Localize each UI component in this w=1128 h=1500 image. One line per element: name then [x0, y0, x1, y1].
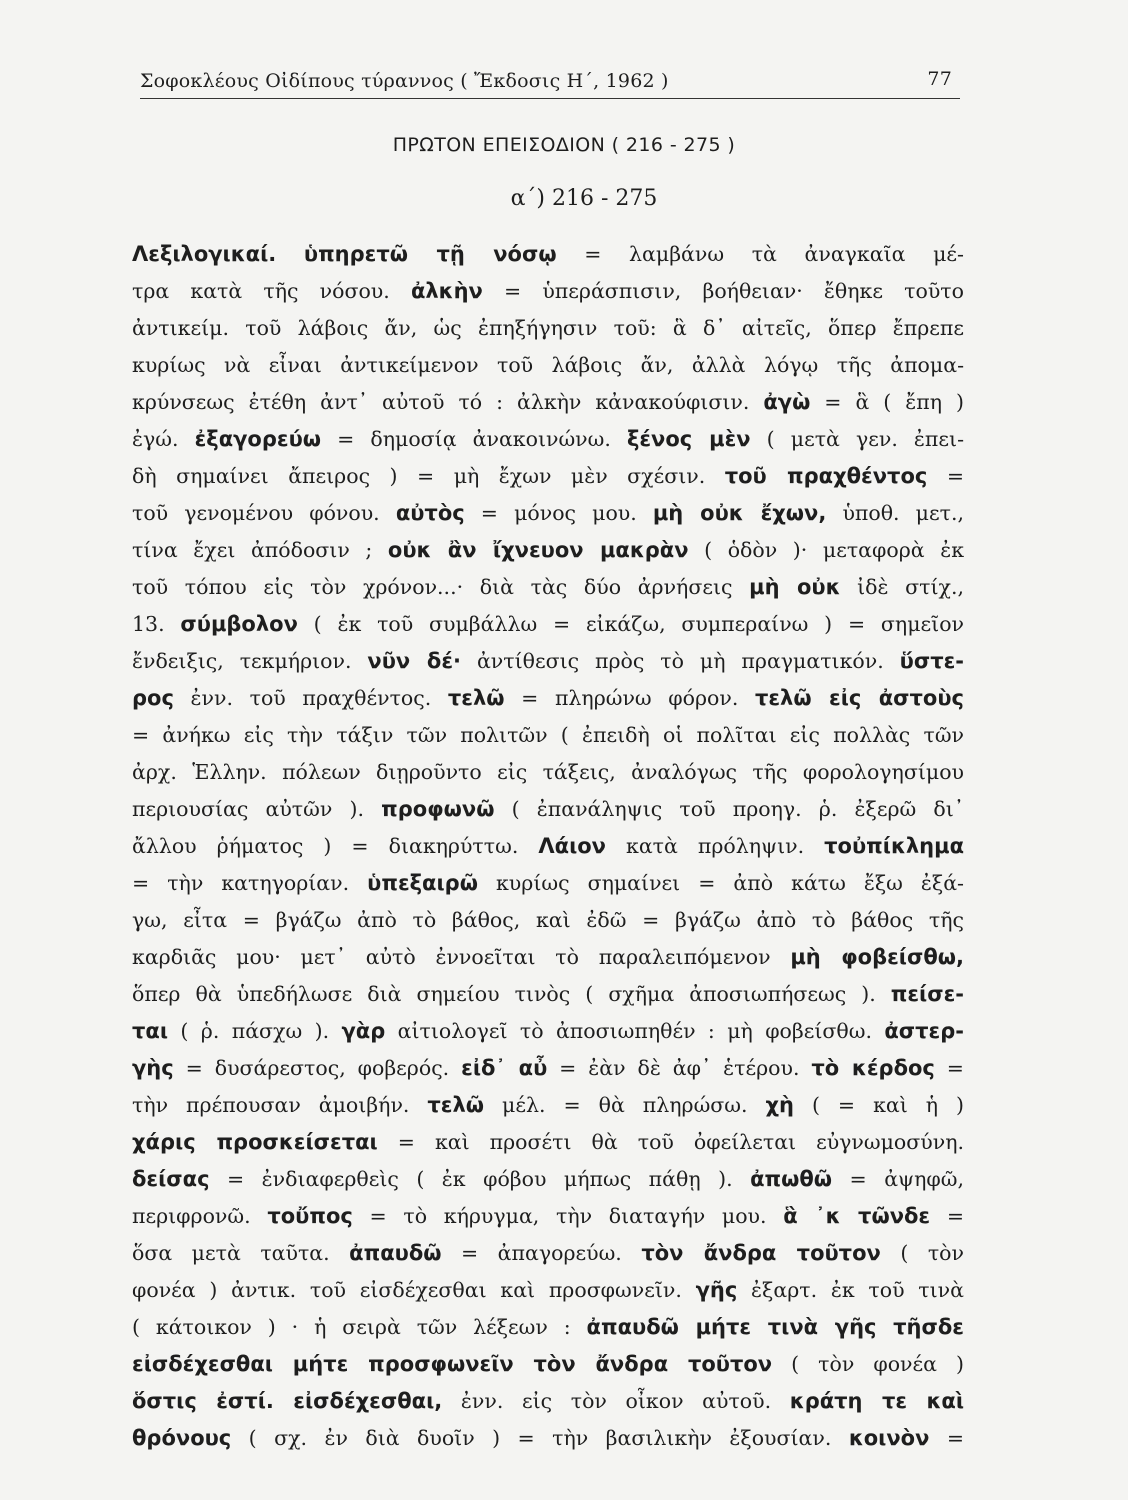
header-rule [140, 98, 960, 99]
lemma-term: τοὐπίκλημα [824, 834, 964, 858]
gloss-text: καρδιᾶς μου· μετ᾽ αὐτὸ ἐννοεῖται τὸ παραλειπόμενον [132, 945, 791, 969]
lemma-term: τοὔπος [267, 1204, 353, 1228]
gloss-text: = [929, 1426, 964, 1450]
text-line [132, 1420, 964, 1457]
lemma-term: ἃ ᾽κ τῶνδε [783, 1204, 931, 1228]
text-line [132, 458, 964, 495]
gloss-text: ( τὸν φονέα ) [772, 1352, 964, 1376]
gloss-text: = λαμβάνω τὰ ἀναγκαῖα μέ- [556, 242, 964, 266]
gloss-text: κρύνσεως ἐτέθη ἀντ᾽ αὐτοῦ τό : ἀλκὴν κἀνακούφισιν. [132, 390, 764, 414]
gloss-text: = μόνος μου. [464, 501, 653, 525]
text-line [132, 1235, 964, 1272]
text-line [132, 236, 964, 273]
gloss-text: ἰδὲ στίχ., [840, 575, 964, 599]
lemma-term: ἀπαυδῶ μήτε τινὰ γῆς τῆσδε [586, 1315, 964, 1339]
lemma-term: θρόνους [132, 1426, 232, 1450]
gloss-text: ( ῥ. πάσχω ). [168, 1019, 342, 1043]
gloss-text: = [934, 1056, 964, 1080]
text-line [132, 865, 964, 902]
text-line [132, 384, 964, 421]
gloss-text: ( σχ. ἐν διὰ δυοῖν ) = τὴν βασιλικὴν ἐξουσίαν. [231, 1426, 849, 1450]
text-line [132, 791, 964, 828]
gloss-text: = ἐὰν δὲ ἀφ᾽ ἑτέρου. [547, 1056, 812, 1080]
text-line [132, 347, 964, 384]
gloss-text [276, 242, 304, 266]
gloss-text: τοῦ τόπου εἰς τὸν χρόνον...· διὰ τὰς δύο ἀρνήσεις [132, 575, 750, 599]
lemma-term: ὑπηρετῶ τῇ νόσῳ [303, 242, 557, 266]
gloss-text: 13. [132, 612, 181, 636]
gloss-text: περιουσίας αὐτῶν ). [132, 797, 382, 821]
lemma-term: Λάιον [538, 834, 606, 858]
gloss-text: = ἀπαγορεύω. [441, 1241, 642, 1265]
gloss-text: ἔνδειξις, τεκμήριον. [132, 649, 368, 673]
gloss-text: τὴν πρέπουσαν ἀμοιβήν. [132, 1093, 428, 1117]
lemma-term: Λεξιλογικαί. [132, 242, 277, 266]
gloss-text: ὑποθ. μετ., [826, 501, 964, 525]
text-line [132, 1013, 964, 1050]
running-header [140, 70, 960, 98]
text-line [132, 976, 964, 1013]
gloss-text: μέλ. = θὰ πληρώσω. [484, 1093, 766, 1117]
lemma-term: τελῶ [427, 1093, 485, 1117]
lemma-term: ἀγὼ [763, 390, 811, 414]
lemma-term: τὸν ἄνδρα τοῦτον [641, 1241, 881, 1265]
gloss-text: δὴ σημαίνει ἄπειρος ) = μὴ ἔχων μὲν σχέσιν. [132, 464, 725, 488]
lemma-term: ξένος μὲν [626, 427, 751, 451]
lemma-term: χὴ [765, 1093, 794, 1117]
gloss-text: ( τὸν [880, 1241, 964, 1265]
gloss-text: ἀντικείμ. τοῦ λάβοις ἄν, ὡς ἐπηξήγησιν τοῦ: ἃ δ᾽ αἰτεῖς, ὅπερ ἔπρεπε [132, 316, 964, 340]
gloss-text: = ἃ ( ἔπη ) [810, 390, 964, 414]
lemma-term: εἰσδέχεσθαι μήτε προσφωνεῖν τὸν ἄνδρα τοῦτον [132, 1352, 773, 1376]
text-line [132, 1050, 964, 1087]
gloss-text: περιφρονῶ. [132, 1204, 268, 1228]
text-line [132, 1198, 964, 1235]
text-line [132, 532, 964, 569]
lemma-term: ὑπεξαιρῶ [367, 871, 478, 895]
lemma-term: προφωνῶ [381, 797, 495, 821]
text-line [132, 606, 964, 643]
text-line [132, 273, 964, 310]
text-line [132, 1087, 964, 1124]
text-line [132, 1161, 964, 1198]
lemma-term: δείσας [132, 1167, 210, 1191]
page-number: 77 [927, 68, 952, 90]
gloss-text: = τὴν κατηγορίαν. [132, 871, 368, 895]
lemma-term: γὴς [132, 1056, 174, 1080]
text-line [132, 1383, 964, 1420]
gloss-text: ἐνν. εἰς τὸν οἶκον αὐτοῦ. [442, 1389, 790, 1413]
gloss-text: ( = καὶ ἡ ) [793, 1093, 964, 1117]
lemma-term: γῆς [695, 1278, 738, 1302]
gloss-text: γω, εἶτα = βγάζω ἀπὸ τὸ βάθος, καὶ ἐδῶ = βγάζω ἀπὸ τὸ βάθος τῆς [132, 908, 964, 932]
lemma-term: ρος [132, 686, 174, 710]
lemma-term: χάρις προσκείσεται [132, 1130, 378, 1154]
gloss-text: φονέα ) ἀντικ. τοῦ εἰσδέχεσθαι καὶ προσφωνεῖν. [132, 1278, 696, 1302]
text-line [132, 939, 964, 976]
text-line [132, 569, 964, 606]
text-line [132, 754, 964, 791]
lemma-term: τελῶ εἰς ἀστοὺς [754, 686, 964, 710]
gloss-text: τοῦ γενομένου φόνου. [132, 501, 396, 525]
lemma-term: ἀλκὴν [410, 279, 483, 303]
text-line [132, 1309, 964, 1346]
lemma-term: σύμβολον [180, 612, 298, 636]
lemma-term: τοῦ πραχθέντος [724, 464, 928, 488]
glossary-text [132, 236, 964, 1457]
lemma-term: ὕστε- [899, 649, 964, 673]
lemma-term: γὰρ [341, 1019, 386, 1043]
gloss-text: ἄλλου ῥήματος ) = διακηρύττω. [132, 834, 539, 858]
lemma-term: μὴ οὐκ [749, 575, 841, 599]
text-line [132, 643, 964, 680]
lemma-term: ἀπωθῶ [750, 1167, 833, 1191]
lemma-term: ἀπαυδῶ [349, 1241, 442, 1265]
gloss-text: = δημοσίᾳ ἀνακοινώνω. [321, 427, 627, 451]
gloss-text: ἀρχ. Ἑλλην. πόλεων διῃροῦντο εἰς τάξεις, ἀναλόγως τῆς φορολογησίμου [132, 760, 964, 784]
gloss-text: = [927, 464, 964, 488]
gloss-text: = ἀνήκω εἰς τὴν τάξιν τῶν πολιτῶν ( ἐπειδὴ οἱ πολῖται εἰς πολλὰς τῶν [132, 723, 964, 747]
gloss-text: = ὑπεράσπισιν, βοήθειαν· ἔθηκε τοῦτο [482, 279, 964, 303]
text-line [132, 310, 964, 347]
gloss-text: ( κάτοικον ) · ἡ σειρὰ τῶν λέξεων : [132, 1315, 587, 1339]
lemma-term: μὴ φοβείσθω, [790, 945, 964, 969]
gloss-text: ὅπερ θὰ ὑπεδήλωσε διὰ σημείου τινὸς ( σχῆμα ἀποσιωπήσεως ). [132, 982, 891, 1006]
gloss-text: ἐνν. τοῦ πραχθέντος. [173, 686, 448, 710]
lemma-term: ἐξαγορεύω [194, 427, 322, 451]
gloss-text: = καὶ προσέτι θὰ τοῦ ὀφείλεται εὐγνωμοσύνη. [377, 1130, 964, 1154]
text-line [132, 902, 964, 939]
gloss-text: = ἐνδιαφερθεὶς ( ἐκ φόβου μήπως πάθῃ ). [209, 1167, 751, 1191]
lemma-term: ται [132, 1019, 169, 1043]
gloss-text: κυρίως νὰ εἶναι ἀντικείμενον τοῦ λάβοις ἄν, ἀλλὰ λόγῳ τῆς ἀπομα- [132, 353, 964, 377]
gloss-text: κυρίως σημαίνει = ἀπὸ κάτω ἔξω ἐξά- [477, 871, 964, 895]
lemma-term: νῦν δέ· [367, 649, 462, 673]
subsection-title: α΄) 216 - 275 [510, 186, 658, 211]
gloss-text: ( ἐκ τοῦ συμβάλλω = εἰκάζω, συμπεραίνω ) = σημεῖον [297, 612, 964, 636]
section-title: ΠΡΩΤΟΝ ΕΠΕΙΣΟΔΙΟΝ ( 216 - 275 ) [392, 134, 736, 156]
lemma-term: οὐκ ἂν ἴχνευον μακρὰν [387, 538, 689, 562]
lemma-term: ἀστερ- [884, 1019, 964, 1043]
gloss-text: κατὰ πρόληψιν. [605, 834, 825, 858]
gloss-text: ( ὁδὸν )· μεταφορὰ ἐκ [688, 538, 964, 562]
text-line [132, 1346, 964, 1383]
lemma-term: εἰδ᾽ αὖ [461, 1056, 548, 1080]
lemma-term: ὅστις ἐστί. εἰσδέχεσθαι, [132, 1389, 443, 1413]
running-title: Σοφοκλέους Οἰδίπους τύραννος ( Ἔκδοσις Η΄, 1962 ) [140, 70, 669, 92]
gloss-text: = πληρώνω φόρον. [504, 686, 755, 710]
gloss-text: ἐξαρτ. ἐκ τοῦ τινὰ [737, 1278, 964, 1302]
lemma-term: μὴ οὐκ ἔχων, [652, 501, 827, 525]
gloss-text: αἰτιολογεῖ τὸ ἀποσιωπηθέν : μὴ φοβείσθω. [385, 1019, 885, 1043]
text-line [132, 1124, 964, 1161]
gloss-text: ( ἐπανάληψις τοῦ προηγ. ῥ. ἐξερῶ δι᾽ [494, 797, 964, 821]
text-line [132, 495, 964, 532]
gloss-text: τρα κατὰ τῆς νόσου. [132, 279, 411, 303]
gloss-text: = [930, 1204, 964, 1228]
text-line [132, 828, 964, 865]
lemma-term: πείσε- [890, 982, 964, 1006]
lemma-term: κράτη τε καὶ [789, 1389, 964, 1413]
lemma-term: τὸ κέρδος [811, 1056, 935, 1080]
gloss-text: = τὸ κήρυγμα, τὴν διαταγήν μου. [352, 1204, 784, 1228]
gloss-text: = ἀψηφῶ, [832, 1167, 964, 1191]
text-line [132, 717, 964, 754]
lemma-term: κοινὸν [848, 1426, 930, 1450]
lemma-term: τελῶ [447, 686, 505, 710]
text-line [132, 421, 964, 458]
gloss-text: ( μετὰ γεν. ἐπει- [750, 427, 964, 451]
text-line [132, 680, 964, 717]
lemma-term: αὐτὸς [395, 501, 465, 525]
gloss-text: τίνα ἔχει ἀπόδοσιν ; [132, 538, 388, 562]
gloss-text: = δυσάρεστος, φοβερός. [173, 1056, 462, 1080]
gloss-text: ἐγώ. [132, 427, 195, 451]
text-line [132, 1272, 964, 1309]
gloss-text: ὅσα μετὰ ταῦτα. [132, 1241, 350, 1265]
gloss-text: ἀντίθεσις πρὸς τὸ μὴ πραγματικόν. [461, 649, 900, 673]
